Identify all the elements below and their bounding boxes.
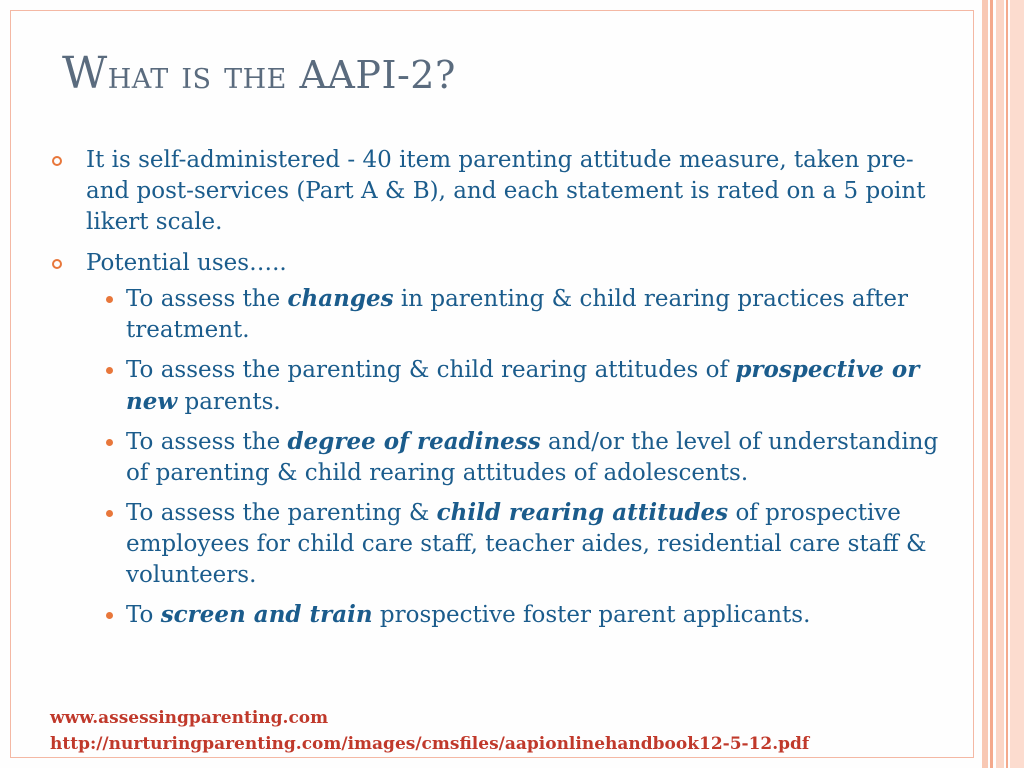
sub-bullet-emphasis: degree of readiness (287, 428, 541, 455)
sub-bullet-item (50, 497, 950, 591)
slide-title (62, 48, 456, 99)
decor-stripe-4 (1006, 0, 1008, 768)
title-acronym: AAPI-2? (299, 53, 456, 97)
sub-bullet-emphasis: child rearing attitudes (436, 499, 729, 526)
dot-bullet-icon (106, 510, 113, 517)
decor-stripe-3 (996, 0, 1004, 768)
sub-bullet-post: parents. (177, 389, 281, 415)
sub-bullet-item (50, 599, 950, 631)
decor-stripe-2 (990, 0, 993, 768)
sub-bullet-pre: To (126, 602, 161, 628)
sub-bullet-pre: To assess the (126, 286, 288, 312)
sub-bullet-emphasis: changes (287, 285, 394, 312)
footer-link-assessingparenting[interactable]: www.assessingparenting.com (50, 708, 329, 728)
bullet-text: It is self-administered - 40 item parenting attitude measure, taken pre- and post-services (Part A & B), and each statement is rated on a 5 point likert scale. (86, 147, 926, 235)
bullet-item (50, 248, 950, 279)
sub-bullet-post: in parenting & child rearing practices after treatment. (126, 286, 908, 343)
decor-stripe-5 (1010, 0, 1024, 768)
slide-content (50, 145, 950, 639)
bullet-text: Potential uses….. (86, 250, 287, 276)
sub-bullet-pre: To assess the parenting & child rearing attitudes of (126, 357, 736, 383)
dot-bullet-icon (106, 439, 113, 446)
dot-bullet-icon (106, 367, 113, 374)
sub-bullet-item (50, 354, 950, 418)
title-initial: W (62, 48, 108, 99)
bullet-item (50, 145, 950, 238)
decor-stripe-1 (982, 0, 988, 768)
sub-bullet-emphasis: prospective or new (126, 356, 920, 415)
ring-bullet-icon (52, 156, 62, 166)
sub-bullet-item (50, 283, 950, 346)
sub-bullet-post: prospective foster parent applicants. (372, 602, 811, 628)
footer-link-handbook-pdf[interactable]: http://nurturingparenting.com/images/cmsfiles/aapionlinehandbook12-5-12.pdf (50, 734, 810, 754)
sub-bullet-post: and/or the level of understanding of parenting & child rearing attitudes of adolescents. (126, 429, 939, 486)
sub-bullet-pre: To assess the parenting & (126, 500, 437, 526)
sub-bullet-pre: To assess the (126, 429, 288, 455)
sub-bullet-item (50, 426, 950, 489)
dot-bullet-icon (106, 612, 113, 619)
sub-bullet-emphasis: screen and train (160, 601, 373, 628)
ring-bullet-icon (52, 259, 62, 269)
slide-footer (50, 705, 809, 757)
title-rest: hat is the (107, 53, 300, 97)
dot-bullet-icon (106, 296, 113, 303)
sub-bullet-post: of prospective employees for child care staff, teacher aides, residential care staff & volunteers. (126, 500, 927, 588)
